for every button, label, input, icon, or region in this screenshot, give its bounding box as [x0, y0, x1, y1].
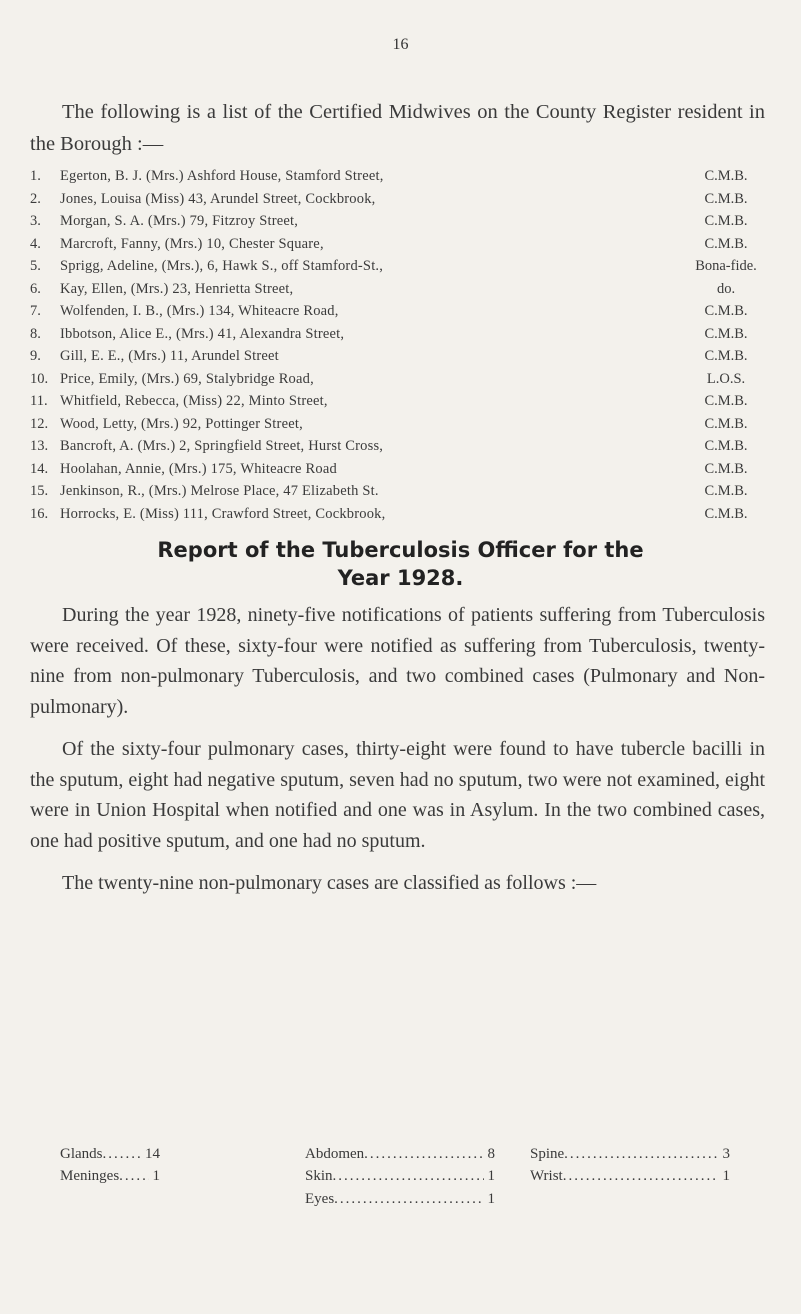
midwife-entry: Wolfenden, I. B., (Mrs.) 134, Whiteacre Road, — [60, 303, 339, 319]
intro-paragraph: The following is a list of the Certified Midwives on the County Register resident in the Borough :— — [30, 101, 765, 155]
qualification: C.M.B. — [704, 325, 748, 342]
site-name: Abdomen — [305, 1145, 365, 1162]
table-row — [60, 1166, 760, 1189]
list-item — [30, 188, 775, 211]
site-count: 1 — [152, 1168, 160, 1185]
list-item — [30, 435, 775, 458]
site-name: Meninges — [60, 1168, 120, 1185]
site-entry — [305, 1168, 495, 1185]
qualification: L.O.S. — [706, 370, 746, 387]
site-count: 14 — [145, 1145, 160, 1162]
report-title-line-1: Report of the Tuberculosis Officer for the — [157, 538, 644, 562]
site-name: Wrist — [530, 1168, 563, 1185]
item-number: 9. — [30, 348, 41, 364]
list-item — [30, 300, 775, 323]
midwife-entry: Marcroft, Fanny, (Mrs.) 10, Chester Square, — [60, 235, 324, 252]
site-name: Glands — [60, 1145, 103, 1162]
item-number: 3. — [30, 213, 41, 229]
list-item — [30, 458, 775, 481]
list-item — [30, 503, 775, 526]
report-paragraph: During the year 1928, ninety-five notifications of patients suffering from Tuberculosis were received. Of these, sixty-four were notified as suffering from Tuberculosis, twenty-nine from non-pulmonary Tuberculosis, and two combined cases (Pulmonary and Non-pulmonary). — [30, 604, 765, 718]
qualification: do. — [716, 280, 736, 297]
list-item — [30, 345, 775, 368]
item-number: 6. — [30, 280, 41, 297]
site-count: 1 — [487, 1190, 495, 1207]
midwife-entry: Price, Emily, (Mrs.) 69, Stalybridge Road, — [60, 370, 314, 387]
qualification: C.M.B. — [704, 483, 748, 499]
report-title — [0, 536, 801, 592]
list-item — [30, 323, 775, 346]
report-title-line-2: Year 1928. — [337, 566, 464, 590]
qualification: C.M.B. — [704, 235, 748, 252]
item-number: 15. — [30, 483, 49, 499]
item-number: 1. — [30, 168, 41, 184]
site-entry — [60, 1168, 160, 1185]
item-number: 10. — [30, 370, 49, 387]
item-number: 7. — [30, 303, 41, 319]
site-name: Eyes — [305, 1190, 335, 1207]
page-number: 16 — [392, 36, 409, 53]
midwives-list — [30, 165, 775, 525]
list-item — [30, 368, 775, 391]
qualification: C.M.B. — [704, 213, 748, 229]
site-entry — [305, 1191, 495, 1208]
list-item — [30, 233, 775, 256]
midwife-entry: Ibbotson, Alice E., (Mrs.) 41, Alexandra Street, — [60, 325, 345, 342]
midwife-entry: Hoolahan, Annie, (Mrs.) 175, Whiteacre Road — [60, 460, 337, 477]
midwife-entry: Horrocks, E. (Miss) 111, Crawford Street, Cockbrook, — [60, 505, 386, 522]
item-number: 11. — [30, 393, 48, 409]
qualification: C.M.B. — [704, 438, 748, 454]
site-name: Skin — [305, 1168, 333, 1185]
site-entry — [60, 1146, 160, 1163]
midwife-entry: Jenkinson, R., (Mrs.) Melrose Place, 47 Elizabeth St. — [60, 483, 379, 499]
qualification: C.M.B. — [704, 303, 748, 319]
qualification: C.M.B. — [704, 393, 748, 409]
report-body — [30, 600, 765, 911]
midwife-entry: Jones, Louisa (Miss) 43, Arundel Street, Cockbrook, — [60, 190, 376, 207]
midwife-entry: Kay, Ellen, (Mrs.) 23, Henrietta Street, — [60, 280, 294, 297]
item-number: 13. — [30, 438, 49, 454]
midwife-entry: Bancroft, A. (Mrs.) 2, Springfield Street, Hurst Cross, — [60, 438, 384, 454]
report-paragraph: The twenty-nine non-pulmonary cases are classified as follows :— — [62, 872, 597, 894]
qualification: Bona-fide. — [695, 258, 757, 274]
table-row — [60, 1188, 760, 1211]
item-number: 4. — [30, 235, 41, 252]
list-item — [30, 278, 775, 301]
qualification: C.M.B. — [704, 348, 748, 364]
item-number: 16. — [30, 505, 49, 522]
midwife-entry: Whitfield, Rebecca, (Miss) 22, Minto Street, — [60, 393, 328, 409]
item-number: 2. — [30, 190, 41, 207]
site-count: 1 — [487, 1168, 495, 1185]
list-item — [30, 210, 775, 233]
qualification: C.M.B. — [704, 505, 748, 522]
report-paragraph: Of the sixty-four pulmonary cases, thirty-eight were found to have tubercle bacilli in the sputum, eight had negative sputum, seven had no sputum, two were not examined, eight were in Union Hospital when notified and one was in Asylum. In the two combined cases, one had positive sputum, and one had no sputum. — [30, 738, 765, 852]
list-item — [30, 255, 775, 278]
site-entry — [530, 1146, 730, 1163]
midwife-entry: Sprigg, Adeline, (Mrs.), 6, Hawk S., off Stamford-St., — [60, 258, 384, 274]
list-item — [30, 165, 775, 188]
midwife-entry: Morgan, S. A. (Mrs.) 79, Fitzroy Street, — [60, 213, 299, 229]
site-entry — [530, 1168, 730, 1185]
site-name: Spine — [530, 1145, 565, 1162]
site-count: 8 — [487, 1145, 495, 1162]
non-pulmonary-sites-table — [60, 1143, 760, 1211]
site-count: 1 — [722, 1168, 730, 1185]
midwife-entry: Egerton, B. J. (Mrs.) Ashford House, Stamford Street, — [60, 168, 384, 184]
midwife-entry: Wood, Letty, (Mrs.) 92, Pottinger Street, — [60, 415, 303, 432]
qualification: C.M.B. — [704, 168, 748, 184]
site-count: 3 — [722, 1145, 730, 1162]
qualification: C.M.B. — [704, 415, 748, 432]
list-item — [30, 413, 775, 436]
midwife-entry: Gill, E. E., (Mrs.) 11, Arundel Street — [60, 348, 279, 364]
item-number: 12. — [30, 415, 49, 432]
qualification: C.M.B. — [704, 460, 748, 477]
site-entry — [305, 1146, 495, 1163]
list-item — [30, 480, 775, 503]
list-item — [30, 390, 775, 413]
qualification: C.M.B. — [704, 190, 748, 207]
item-number: 8. — [30, 325, 41, 342]
item-number: 5. — [30, 258, 41, 274]
item-number: 14. — [30, 460, 49, 477]
table-row — [60, 1143, 760, 1166]
